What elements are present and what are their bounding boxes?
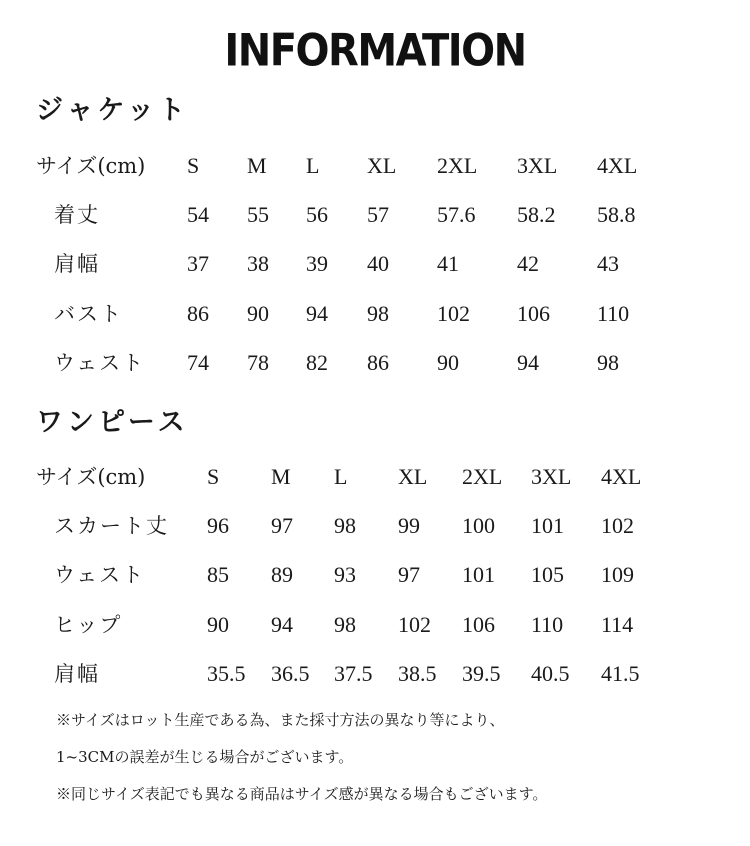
- measurement-value: 43: [597, 251, 619, 276]
- measurement-value: 102: [437, 301, 470, 326]
- measurement-value: 40: [367, 251, 389, 276]
- measurement-label: スカート丈: [54, 514, 169, 538]
- measurement-value: 39: [306, 251, 328, 276]
- measurement-value: 97: [398, 562, 420, 587]
- size-header-m: M: [247, 153, 267, 178]
- table-row: [0, 656, 750, 692]
- measurement-value: 98: [367, 301, 389, 326]
- size-header-3xl: 3XL: [517, 153, 558, 178]
- size-header-2xl: 2XL: [462, 464, 503, 489]
- measurement-value: 109: [601, 562, 634, 587]
- measurement-value: 40.5: [531, 661, 570, 686]
- page-title: INFORMATION: [224, 25, 526, 77]
- measurement-value: 74: [187, 350, 209, 375]
- measurement-value: 56: [306, 202, 328, 227]
- measurement-value: 101: [531, 513, 564, 538]
- table-row: [0, 296, 750, 332]
- size-header-l: L: [334, 464, 348, 489]
- measurement-label: ウェスト: [54, 351, 146, 375]
- measurement-value: 38.5: [398, 661, 437, 686]
- measurement-value: 98: [334, 612, 356, 637]
- size-header-xl: XL: [367, 153, 397, 178]
- size-header-4xl: 4XL: [597, 153, 638, 178]
- measurement-label: 着丈: [54, 203, 100, 227]
- measurement-value: 94: [271, 612, 293, 637]
- measurement-value: 58.8: [597, 202, 636, 227]
- measurement-value: 97: [271, 513, 293, 538]
- measurement-label: 肩幅: [54, 252, 100, 276]
- measurement-value: 37: [187, 251, 209, 276]
- measurement-value: 89: [271, 562, 293, 587]
- size-header-l: L: [306, 153, 320, 178]
- size-header-s: S: [207, 464, 220, 489]
- measurement-value: 36.5: [271, 661, 310, 686]
- measurement-value: 110: [597, 301, 630, 326]
- measurement-value: 90: [247, 301, 269, 326]
- measurement-value: 41: [437, 251, 459, 276]
- measurement-value: 90: [437, 350, 459, 375]
- measurement-label: ヒップ: [54, 613, 123, 637]
- measurement-value: 94: [517, 350, 539, 375]
- size-header-4xl: 4XL: [601, 464, 642, 489]
- table-header-row: [0, 459, 750, 495]
- measurement-value: 98: [334, 513, 356, 538]
- size-header-s: S: [187, 153, 200, 178]
- measurement-value: 98: [597, 350, 619, 375]
- measurement-value: 54: [187, 202, 209, 227]
- note-line: 1~3CMの誤差が生じる場合がございます。: [56, 748, 354, 766]
- measurement-value: 86: [187, 301, 209, 326]
- measurement-value: 96: [207, 513, 229, 538]
- size-header-2xl: 2XL: [437, 153, 478, 178]
- measurement-value: 86: [367, 350, 389, 375]
- table-row: [0, 607, 750, 643]
- size-column-label: サイズ(cm): [36, 465, 146, 489]
- measurement-value: 106: [517, 301, 550, 326]
- size-column-label: サイズ(cm): [36, 154, 146, 178]
- table-row: [0, 557, 750, 593]
- measurement-value: 37.5: [334, 661, 373, 686]
- measurement-label: ウェスト: [54, 563, 146, 587]
- measurement-value: 85: [207, 562, 229, 587]
- measurement-value: 41.5: [601, 661, 640, 686]
- measurement-value: 82: [306, 350, 328, 375]
- measurement-value: 58.2: [517, 202, 556, 227]
- measurement-value: 99: [398, 513, 420, 538]
- jacket-heading: ジャケット: [36, 95, 190, 126]
- table-row: [0, 197, 750, 233]
- measurement-label: バスト: [54, 302, 123, 326]
- onepiece-heading: ワンピース: [36, 407, 189, 438]
- size-header-m: M: [271, 464, 291, 489]
- measurement-value: 35.5: [207, 661, 246, 686]
- measurement-value: 42: [517, 251, 539, 276]
- measurement-value: 90: [207, 612, 229, 637]
- measurement-value: 55: [247, 202, 269, 227]
- measurement-label: 肩幅: [54, 662, 100, 686]
- measurement-value: 114: [601, 612, 634, 637]
- table-row: [0, 508, 750, 544]
- note-line: ※同じサイズ表記でも異なる商品はサイズ感が異なる場合もございます。: [56, 785, 548, 803]
- table-header-row: [0, 148, 750, 184]
- measurement-value: 39.5: [462, 661, 501, 686]
- measurement-value: 102: [601, 513, 634, 538]
- measurement-value: 110: [531, 612, 564, 637]
- table-row: [0, 246, 750, 282]
- size-notes: [56, 708, 547, 819]
- measurement-value: 38: [247, 251, 269, 276]
- note-line: ※サイズはロット生産である為、また採寸方法の異なり等により、: [56, 711, 505, 729]
- measurement-value: 94: [306, 301, 328, 326]
- measurement-value: 105: [531, 562, 564, 587]
- measurement-value: 57.6: [437, 202, 476, 227]
- measurement-value: 101: [462, 562, 495, 587]
- size-header-xl: XL: [398, 464, 428, 489]
- measurement-value: 57: [367, 202, 389, 227]
- measurement-value: 93: [334, 562, 356, 587]
- measurement-value: 100: [462, 513, 495, 538]
- measurement-value: 102: [398, 612, 431, 637]
- measurement-value: 106: [462, 612, 495, 637]
- measurement-value: 78: [247, 350, 269, 375]
- size-header-3xl: 3XL: [531, 464, 572, 489]
- table-row: [0, 345, 750, 381]
